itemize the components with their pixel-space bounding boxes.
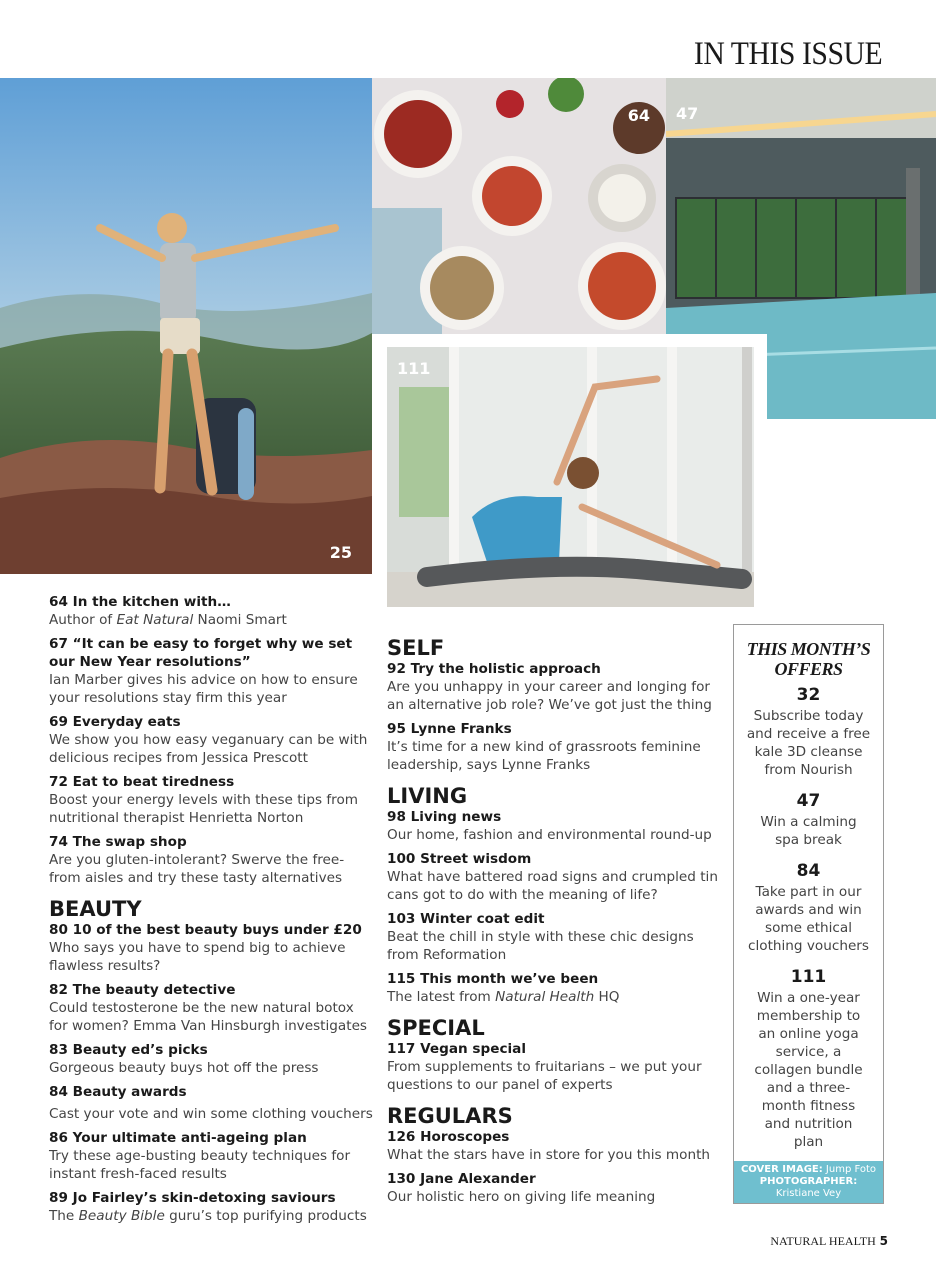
contents-column-2 bbox=[387, 636, 722, 1212]
contents-entry bbox=[49, 833, 374, 887]
offer-page-number: 84 bbox=[796, 861, 821, 881]
section-heading-self: SELF bbox=[387, 636, 445, 660]
contents-column-1 bbox=[49, 593, 374, 1231]
entry-description: From supplements to fruitarians – we put your questions to our panel of experts bbox=[387, 1059, 702, 1093]
contents-entry bbox=[49, 635, 374, 707]
page-title: IN THIS ISSUE bbox=[693, 36, 882, 72]
photo-page-number: 25 bbox=[329, 543, 352, 562]
entry-description: Boost your energy levels with these tips from nutritional therapist Henrietta Norton bbox=[49, 792, 359, 826]
entry-title: 130 Jane Alexander bbox=[387, 1171, 536, 1187]
contents-entry bbox=[387, 1040, 722, 1094]
contents-entry bbox=[49, 593, 374, 629]
entry-description: Our holistic hero on giving life meaning bbox=[387, 1189, 656, 1205]
entry-title: 80 10 of the best beauty buys under £20 bbox=[49, 922, 362, 938]
entry-description: Beat the chill in style with these chic designs from Reformation bbox=[387, 929, 694, 963]
offer-text: Subscribe today and receive a free kale 3D cleanse from Nourish bbox=[746, 708, 871, 778]
entry-description: Our home, fashion and environmental round-up bbox=[387, 827, 712, 843]
contents-entry bbox=[49, 773, 374, 827]
entry-description: Ian Marber gives his advice on how to ensure your resolutions stay firm this year bbox=[49, 672, 358, 706]
entry-title: 64 In the kitchen with… bbox=[49, 594, 231, 610]
section-heading-regulars: REGULARS bbox=[387, 1104, 513, 1128]
contents-entry bbox=[387, 910, 722, 964]
entry-description: Cast your vote and win some clothing vouchers bbox=[49, 1106, 373, 1122]
section-heading-special: SPECIAL bbox=[387, 1016, 485, 1040]
entry-title: 74 The swap shop bbox=[49, 834, 187, 850]
offer-text: Win a one-year membership to an online yoga service, a collagen bundle and a three-month fitness and nutrition plan bbox=[754, 990, 863, 1150]
yoga-photo-frame bbox=[372, 334, 767, 614]
hiker-photo bbox=[0, 78, 372, 574]
photo-page-number: 47 bbox=[676, 104, 699, 123]
offer-item bbox=[734, 861, 883, 955]
contents-entry bbox=[49, 713, 374, 767]
food-photo bbox=[372, 78, 666, 334]
offer-page-number: 47 bbox=[796, 791, 821, 811]
entry-description: What have battered road signs and crumpled tin cans got to do with the meaning of life? bbox=[387, 869, 718, 903]
offer-page-number: 111 bbox=[790, 967, 827, 987]
entry-description: Who says you have to spend big to achieve flawless results? bbox=[49, 940, 346, 974]
contents-entry bbox=[49, 921, 374, 975]
entry-title: 92 Try the holistic approach bbox=[387, 661, 601, 677]
entry-title: 100 Street wisdom bbox=[387, 851, 532, 867]
entry-description: Author of Eat Natural Naomi Smart bbox=[49, 612, 287, 628]
offers-title: THIS MONTH’S OFFERS bbox=[746, 639, 871, 679]
entry-title: 126 Horoscopes bbox=[387, 1129, 510, 1145]
contents-entry bbox=[387, 808, 722, 844]
offer-text: Win a calming spa break bbox=[760, 814, 857, 848]
page-number: 5 bbox=[879, 1234, 888, 1248]
entry-description: Gorgeous beauty buys hot off the press bbox=[49, 1060, 319, 1076]
contents-entry bbox=[49, 1189, 374, 1225]
photo-page-number: 111 bbox=[397, 359, 431, 378]
contents-entry bbox=[387, 970, 722, 1006]
magazine-name: NATURAL HEALTH bbox=[770, 1234, 876, 1248]
yoga-photo bbox=[387, 347, 754, 607]
entry-description: We show you how easy veganuary can be with delicious recipes from Jessica Prescott bbox=[49, 732, 368, 766]
entry-title: 84 Beauty awards bbox=[49, 1084, 187, 1100]
entry-title: 69 Everyday eats bbox=[49, 714, 181, 730]
offer-item bbox=[734, 967, 883, 1151]
section-heading-living: LIVING bbox=[387, 784, 468, 808]
entry-description: The latest from Natural Health HQ bbox=[387, 989, 620, 1005]
contents-entry bbox=[49, 1041, 374, 1077]
entry-title: 89 Jo Fairley’s skin-detoxing saviours bbox=[49, 1190, 336, 1206]
cover-credit: COVER IMAGE: Jump Foto PHOTOGRAPHER: Kristiane Vey bbox=[734, 1161, 883, 1203]
offer-item bbox=[734, 685, 883, 779]
section-heading-beauty: BEAUTY bbox=[49, 897, 142, 921]
contents-entry bbox=[49, 981, 374, 1035]
offer-page-number: 32 bbox=[796, 685, 821, 705]
entry-description: Are you unhappy in your career and longing for an alternative job role? We’ve got just the thing bbox=[387, 679, 712, 713]
entry-title: 67 “It can be easy to forget why we set our New Year resolutions” bbox=[49, 636, 353, 670]
entry-title: 83 Beauty ed’s picks bbox=[49, 1042, 208, 1058]
offer-item bbox=[734, 791, 883, 849]
entry-description: Are you gluten-intolerant? Swerve the free-from aisles and try these tasty alternatives bbox=[49, 852, 345, 886]
entry-description: What the stars have in store for you this month bbox=[387, 1147, 711, 1163]
contents-entry bbox=[387, 660, 722, 714]
entry-description: Try these age-busting beauty techniques for instant fresh-faced results bbox=[49, 1148, 351, 1182]
contents-entry bbox=[49, 1129, 374, 1183]
contents-entry bbox=[387, 1170, 722, 1206]
entry-title: 86 Your ultimate anti-ageing plan bbox=[49, 1130, 307, 1146]
contents-entry bbox=[49, 1083, 374, 1123]
contents-entry bbox=[387, 850, 722, 904]
offer-text: Take part in our awards and win some ethical clothing vouchers bbox=[748, 884, 869, 954]
entry-description: Could testosterone be the new natural botox for women? Emma Van Hinsburgh investigates bbox=[49, 1000, 368, 1034]
offers-sidebar bbox=[733, 624, 884, 1204]
entry-title: 117 Vegan special bbox=[387, 1041, 527, 1057]
entry-title: 115 This month we’ve been bbox=[387, 971, 599, 987]
contents-entry bbox=[387, 720, 722, 774]
entry-title: 98 Living news bbox=[387, 809, 502, 825]
contents-entry bbox=[387, 1128, 722, 1164]
entry-title: 72 Eat to beat tiredness bbox=[49, 774, 235, 790]
entry-description: It’s time for a new kind of grassroots feminine leadership, says Lynne Franks bbox=[387, 739, 701, 773]
photo-page-number: 64 bbox=[627, 106, 650, 125]
entry-title: 95 Lynne Franks bbox=[387, 721, 512, 737]
entry-title: 103 Winter coat edit bbox=[387, 911, 545, 927]
entry-title: 82 The beauty detective bbox=[49, 982, 236, 998]
entry-description: The Beauty Bible guru’s top purifying products bbox=[49, 1208, 367, 1224]
page-footer bbox=[770, 1234, 888, 1249]
